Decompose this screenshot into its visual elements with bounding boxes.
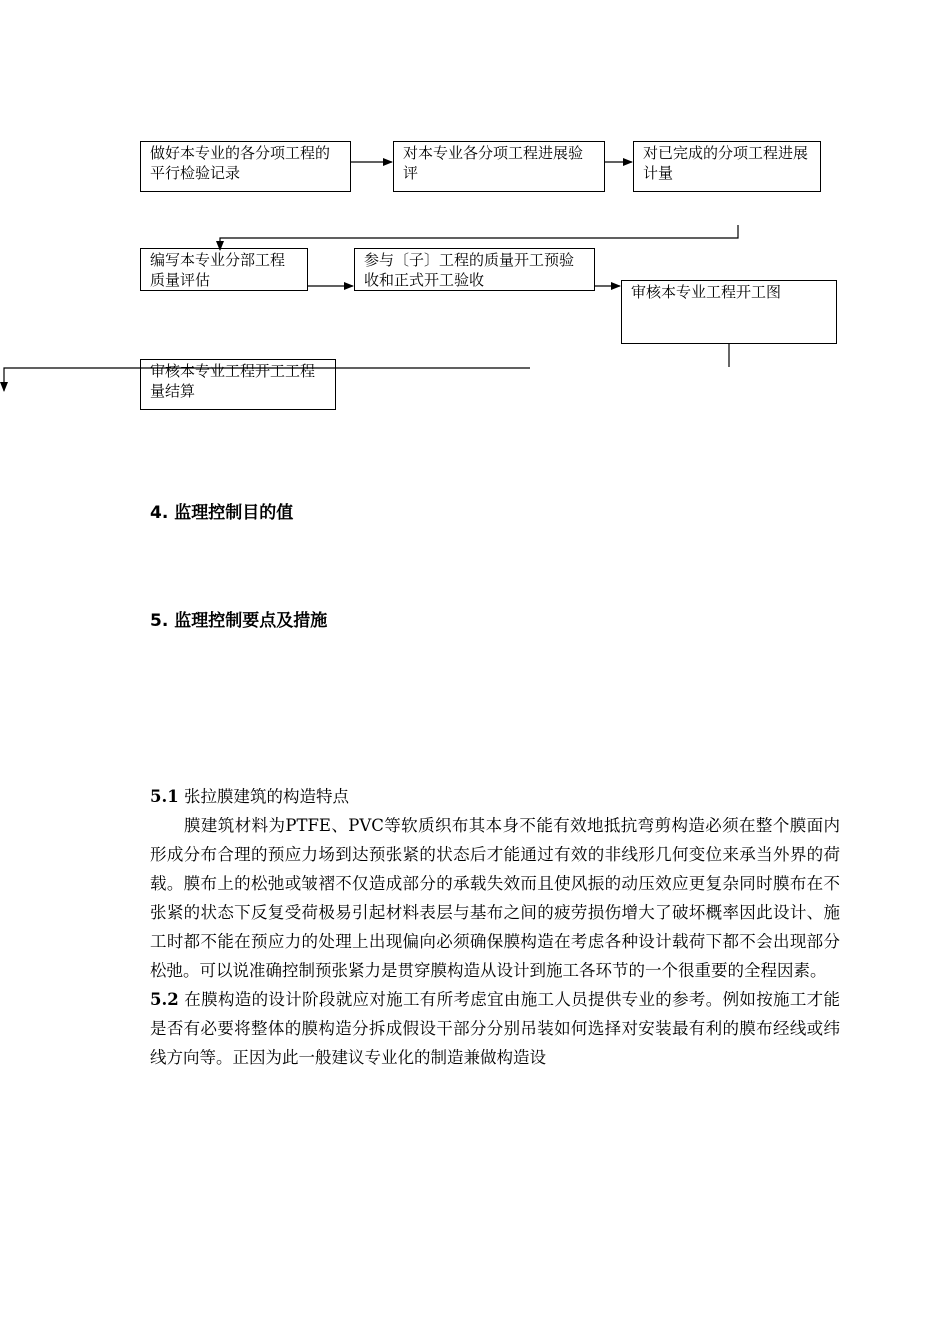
section-5-1-title-text: 张拉膜建筑的构造特点 bbox=[183, 787, 349, 806]
heading-section-4: 4. 监理控制目的值 bbox=[150, 503, 294, 523]
flow-box-acceptance: 参与〔子〕工程的质量开工预验收和正式开工验收 bbox=[354, 248, 595, 291]
heading-section-5: 5. 监理控制要点及措施 bbox=[150, 611, 328, 631]
section-5-2-paragraph bbox=[150, 985, 840, 1072]
flowchart-connectors bbox=[0, 0, 950, 420]
flow-box-review-drawings: 审核本专业工程开工图 bbox=[621, 280, 837, 344]
flow-box-evaluation: 对本专业各分项工程进展验评 bbox=[393, 141, 605, 192]
section-5-1-number: 5.1 bbox=[150, 787, 179, 806]
body-text bbox=[150, 782, 840, 1072]
arrow-box3-to-box4 bbox=[220, 225, 738, 250]
section-5-2-text: 在膜构造的设计阶段就应对施工有所考虑宜由施工人员提供专业的参考。例如按施工才能是否有必要将整体的膜构造分拆成假设干部分分别吊装如何选择对安装最有利的膜布经线或纬线方向等。正因为此一般建议专业化的制造兼做构造设 bbox=[150, 990, 841, 1067]
section-5-2-number: 5.2 bbox=[150, 990, 179, 1009]
flow-box-measurement: 对已完成的分项工程进展计量 bbox=[633, 141, 821, 192]
flow-box-review-settlement: 审核本专业工程开工工程量结算 bbox=[140, 359, 336, 410]
section-5-1-title bbox=[150, 782, 840, 811]
flow-box-quality-assessment: 编写本专业分部工程质量评估 bbox=[140, 248, 308, 291]
section-5-1-paragraph: 膜建筑材料为PTFE、PVC等软质织布其本身不能有效地抵抗弯剪构造必须在整个膜面内形成分布合理的预应力场到达预张紧的状态后才能通过有效的非线形几何变位来承当外界的荷载。膜布上的松弛或皱褶不仅造成部分的承载失效而且使风振的动压效应更复杂同时膜布在不张紧的状态下反复受荷极易引起材料表层与基布之间的疲劳损伤增大了破坏概率因此设计、施工时都不能在预应力的处理上出现偏向必须确保膜构造在考虑各种设计载荷下都不会出现部分松弛。可以说准确控制预张紧力是贯穿膜构造从设计到施工各环节的一个很重要的全程因素。 bbox=[150, 816, 840, 980]
flow-box-parallel-inspection: 做好本专业的各分项工程的平行检验记录 bbox=[140, 141, 351, 192]
